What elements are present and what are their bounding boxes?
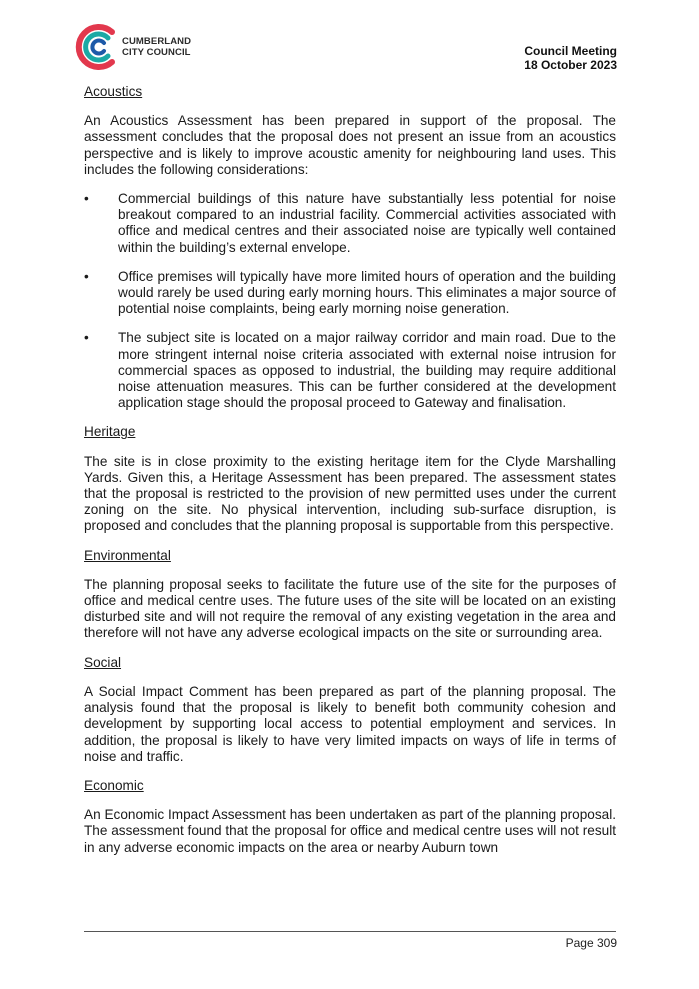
cumberland-logo-icon [74,22,120,72]
list-item [84,269,616,318]
list-item-text: Commercial buildings of this nature have substantially less potential for noise breakout compared to an industrial facility. Commercial activities associated with office and medical centres and their associated noise are typically well contained within the building’s external envelope. [118,191,616,255]
logo-line-1: CUMBERLAND [122,36,192,47]
heading-social: Social [84,654,122,670]
list-item [84,330,616,411]
paragraph: A Social Impact Comment has been prepared as part of the planning proposal. The analysis found that the proposal is likely to benefit both community cohesion and development by supporting local access to potential employment and services. In addition, the proposal is likely to have very limited impacts on ways of life in terms of noise and traffic. [84,683,616,764]
meeting-title: Council Meeting [524,44,617,58]
document-body [84,84,616,869]
bullet-list [84,191,616,411]
list-item-text: Office premises will typically have more limited hours of operation and the building would rarely be used during early morning hours. This eliminates a major source of potential noise complaints, being early morning noise generation. [118,268,616,317]
list-item [84,191,616,256]
paragraph: An Acoustics Assessment has been prepared in support of the proposal. The assessment concludes that the proposal does not present an issue from an acoustics perspective and is likely to improve acoustic amenity for neighbouring land uses. This includes the following considerations: [84,113,616,177]
bullet-marker: • [84,268,89,284]
meeting-date: 18 October 2023 [524,58,617,72]
list-item-text: The subject site is located on a major railway corridor and main road. Due to the more stringent internal noise criteria associated with external noise intrusion for commercial spaces as opposed to industrial, the building may require additional noise attenuation measures. This can be further considered at the development application stage should the proposal proceed to Gateway and finalisation. [118,330,616,411]
paragraph: The site is in close proximity to the existing heritage item for the Clyde Marshalling Yards. Given this, a Heritage Assessment has been prepared. The assessment states that the proposal is restricted to the provision of new permitted uses under the current zoning on the site. No physical intervention, including sub-surface disruption, is proposed and concludes that the planning proposal is supportable from this perspective. [84,453,616,534]
heading-environmental: Environmental [84,547,171,563]
heading-economic: Economic [84,777,144,793]
bullet-marker: • [84,191,89,207]
footer-divider [84,931,616,932]
logo-text [122,36,191,58]
bullet-marker: • [84,330,89,346]
paragraph: An Economic Impact Assessment has been undertaken as part of the planning proposal. The assessment found that the proposal for office and medical centre uses will not result in any adverse economic impacts on the area or nearby Auburn town [84,807,616,855]
page-number: Page 309 [565,936,617,950]
heading-heritage: Heritage [84,424,136,440]
heading-acoustics: Acoustics [84,84,143,99]
council-logo [74,22,204,72]
paragraph: The planning proposal seeks to facilitate the future use of the site for the purposes of office and medical centre uses. The future uses of the site will be located on an existing disturbed site and will not require the removal of any existing vegetation in the area and therefore will not have any adverse ecological impacts on the site or surrounding area. [84,576,616,641]
logo-line-2: CITY COUNCIL [122,47,191,58]
meeting-info [524,44,617,72]
